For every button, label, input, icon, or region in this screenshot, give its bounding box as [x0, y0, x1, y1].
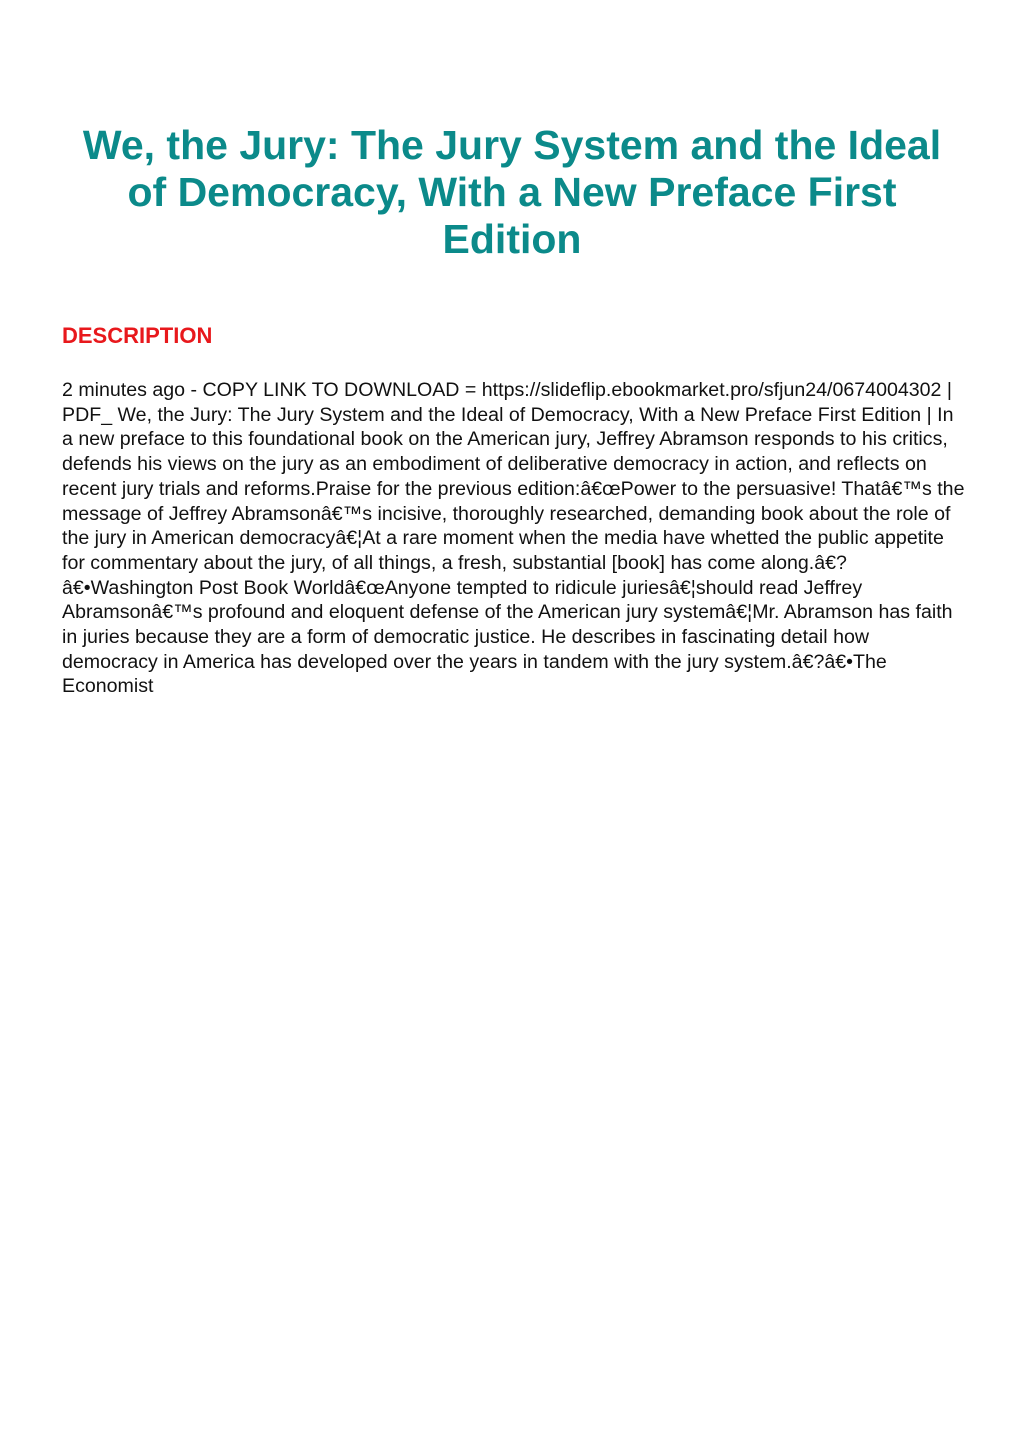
document-title: We, the Jury: The Jury System and the Ideal of Democracy, With a New Preface First Edition [82, 122, 942, 262]
description-heading: DESCRIPTION [62, 323, 213, 348]
description-text: 2 minutes ago - COPY LINK TO DOWNLOAD = https://slideflip.ebookmarket.pro/sfjun24/0674004302 | PDF_ We, the Jury: The Jury System and the Ideal of Democracy, With a New Preface First Edition | In a new preface to this foundational book on the American jury, Jeffrey Abramson responds to his critics, defends his views on the jury as an embodiment of deliberative democracy in action, and reflects on recent jury trials and reforms.Praise for the previous edition:â€œPower to the persuasive! Thatâ€™s the message of Jeffrey Abramsonâ€™s incisive, thoroughly researched, demanding book about the role of the jury in American democracyâ€¦At a rare moment when the media have whetted the public appetite for commentary about the jury, of all things, a fresh, substantial [book] has come along.â€?â€•Washington Post Book Worldâ€œAnyone tempted to ridicule juriesâ€¦should read Jeffrey Abramsonâ€™s profound and eloquent defense of the American jury systemâ€¦Mr. Abramson has faith in juries because they are a form of democratic justice. He describes in fascinating detail how democracy in America has developed over the years in tandem with the jury system.â€?â€•The Economist [62, 379, 965, 698]
